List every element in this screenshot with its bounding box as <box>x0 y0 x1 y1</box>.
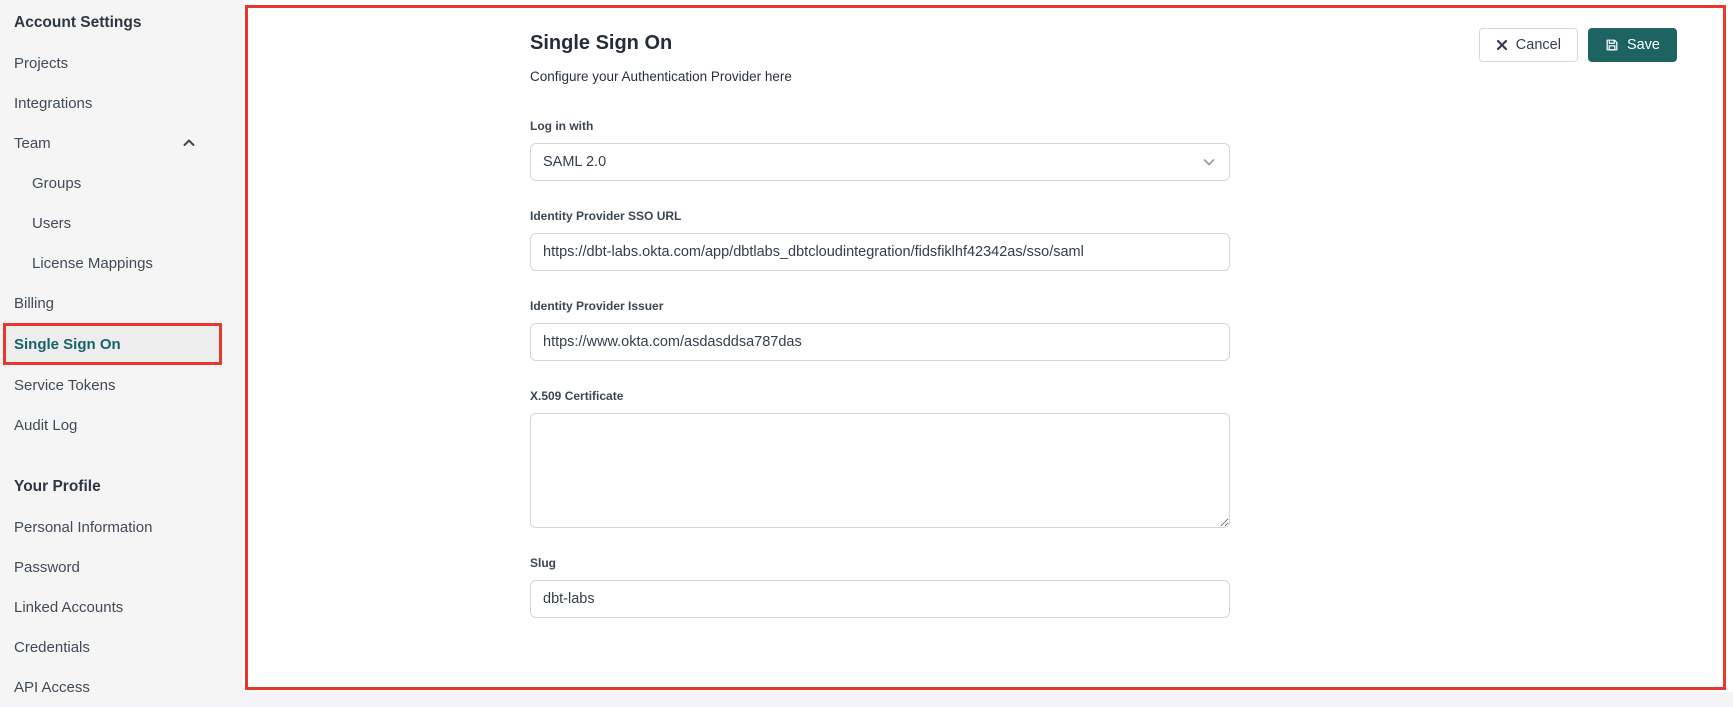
sidebar-item-team[interactable] <box>0 123 243 163</box>
sidebar-item-license-mappings[interactable] <box>0 243 243 283</box>
save-button-label: Save <box>1626 37 1660 53</box>
sidebar-item-password[interactable] <box>0 547 243 587</box>
sidebar-item-users[interactable] <box>0 203 243 243</box>
chevron-up-icon <box>181 135 197 151</box>
slug-field-group <box>530 556 1230 618</box>
sidebar-item-service-tokens[interactable] <box>0 365 243 405</box>
sidebar-section-header: Your Profile <box>14 478 101 495</box>
sidebar-item-groups[interactable] <box>0 163 243 203</box>
sidebar-item-label: API Access <box>14 678 90 696</box>
sso-form-content <box>530 30 1230 646</box>
sidebar-item-label: Billing <box>14 294 55 312</box>
floppy-disk-icon <box>1605 38 1619 52</box>
certificate-field-group <box>530 389 1230 528</box>
form-actions <box>1479 28 1677 62</box>
issuer-field-group <box>530 299 1230 361</box>
login-with-field-group <box>530 119 1230 181</box>
sidebar-item-api-access[interactable] <box>0 667 243 707</box>
sidebar-item-label: Personal Information <box>14 518 153 536</box>
sidebar-item-label: Service Tokens <box>14 376 116 394</box>
sidebar-item-personal-information[interactable] <box>0 507 243 547</box>
certificate-textarea[interactable] <box>530 413 1230 528</box>
sidebar-item-label: Users <box>32 214 72 232</box>
login-with-selected-value: SAML 2.0 <box>543 154 607 170</box>
chevron-down-icon <box>1201 154 1217 170</box>
sidebar-item-label: License Mappings <box>32 254 153 272</box>
login-with-select[interactable] <box>530 143 1230 181</box>
slug-label: Slug <box>530 556 556 570</box>
login-with-label: Log in with <box>530 119 594 133</box>
sidebar-item-label: Projects <box>14 54 69 72</box>
sidebar-item-label: Linked Accounts <box>14 598 124 616</box>
sidebar-item-label: Audit Log <box>14 416 78 434</box>
your-profile-section <box>0 467 243 707</box>
sidebar-item-linked-accounts[interactable] <box>0 587 243 627</box>
settings-sidebar <box>0 0 243 704</box>
sidebar-item-label: Groups <box>32 174 82 192</box>
page-subtitle: Configure your Authentication Provider here <box>530 69 792 84</box>
sso-url-input[interactable] <box>530 233 1230 271</box>
save-button[interactable] <box>1588 28 1677 62</box>
cancel-button[interactable] <box>1479 28 1578 62</box>
sidebar-item-credentials[interactable] <box>0 627 243 667</box>
sidebar-item-billing[interactable] <box>0 283 243 323</box>
x-icon <box>1496 39 1508 51</box>
sidebar-item-label: Team <box>14 134 51 152</box>
certificate-label: X.509 Certificate <box>530 389 624 403</box>
issuer-input[interactable] <box>530 323 1230 361</box>
sso-url-field-group <box>530 209 1230 271</box>
sidebar-section-header: Account Settings <box>14 14 142 31</box>
sidebar-item-audit-log[interactable] <box>0 405 243 445</box>
account-settings-section <box>0 3 243 445</box>
sidebar-item-single-sign-on[interactable] <box>3 323 222 365</box>
sidebar-item-label: Single Sign On <box>14 335 121 353</box>
cancel-button-label: Cancel <box>1515 37 1561 53</box>
sidebar-item-label: Password <box>14 558 80 576</box>
main-content-area <box>243 0 1733 692</box>
sso-form <box>530 119 1230 618</box>
sidebar-item-projects[interactable] <box>0 43 243 83</box>
sso-url-label: Identity Provider SSO URL <box>530 209 682 223</box>
sidebar-item-label: Integrations <box>14 94 93 112</box>
page-title: Single Sign On <box>530 32 673 54</box>
sidebar-item-integrations[interactable] <box>0 83 243 123</box>
slug-input[interactable] <box>530 580 1230 618</box>
issuer-label: Identity Provider Issuer <box>530 299 664 313</box>
sidebar-item-label: Credentials <box>14 638 90 656</box>
